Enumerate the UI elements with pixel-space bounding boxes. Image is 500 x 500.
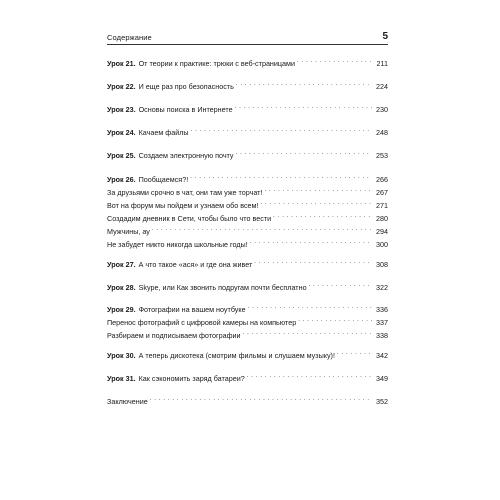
- page-header: [107, 28, 388, 45]
- toc-entry-title: Вот на форум мы пойдем и узнаем обо всем!: [107, 201, 259, 210]
- leader-dots: [236, 80, 372, 89]
- toc-lesson-label: Урок 23.: [107, 105, 136, 114]
- toc-page-number: 322: [376, 283, 388, 292]
- toc-page-number: 308: [376, 260, 388, 269]
- document-page: [107, 28, 388, 406]
- toc-lesson-label: Урок 24.: [107, 128, 136, 137]
- toc-subentry: [107, 225, 388, 236]
- toc-subentry: [107, 316, 388, 327]
- toc-entry: [107, 281, 388, 292]
- toc-page-number: 266: [376, 175, 388, 184]
- toc-entry: [107, 349, 388, 360]
- toc-entry: [107, 103, 388, 114]
- toc-page-number: 230: [376, 105, 388, 114]
- toc-page-number: 300: [376, 240, 388, 249]
- leader-dots: [236, 149, 372, 158]
- toc-subentry: [107, 212, 388, 223]
- toc-lesson-label: Урок 30.: [107, 351, 136, 360]
- toc-lesson-label: Урок 21.: [107, 59, 136, 68]
- toc-page-number: 224: [376, 82, 388, 91]
- leader-dots: [273, 212, 372, 221]
- toc-page-number: 337: [376, 318, 388, 327]
- toc-entry-title: Создаем электронную почту: [138, 151, 234, 160]
- toc-lesson-label: Урок 28.: [107, 283, 136, 292]
- toc-lesson-label: Урок 31.: [107, 374, 136, 383]
- page-number: 5: [382, 31, 388, 42]
- leader-dots: [235, 103, 372, 112]
- toc-entry: [107, 80, 388, 91]
- toc-entry-title: Создадим дневник в Сети, чтобы было что вести: [107, 214, 272, 223]
- toc-entry-title: Skype, или Как звонить подругам почти бесплатно: [138, 283, 307, 292]
- toc-lesson-label: Урок 29.: [107, 305, 136, 314]
- toc-entry: [107, 395, 388, 406]
- leader-dots: [337, 349, 372, 358]
- toc-page-number: 336: [376, 305, 388, 314]
- leader-dots: [190, 173, 372, 182]
- toc-lesson-label: Урок 25.: [107, 151, 136, 160]
- leader-dots: [264, 186, 372, 195]
- leader-dots: [248, 303, 372, 312]
- toc-entry: [107, 303, 388, 314]
- toc-page-number: 338: [376, 331, 388, 340]
- toc-page-number: 211: [376, 59, 388, 68]
- toc-entry-title: Заключение: [107, 397, 148, 406]
- running-head-title: Содержание: [107, 33, 152, 42]
- leader-dots: [298, 316, 372, 325]
- leader-dots: [297, 57, 372, 66]
- toc-page-number: 280: [376, 214, 388, 223]
- toc-entry-title: От теории к практике: трюки с веб-страницами: [138, 59, 295, 68]
- toc-entry: [107, 173, 388, 184]
- leader-dots: [247, 372, 372, 381]
- toc-lesson-label: Урок 27.: [107, 260, 136, 269]
- leader-dots: [191, 126, 372, 135]
- toc-entry-title: И еще раз про безопасность: [138, 82, 234, 91]
- leader-dots: [152, 225, 372, 234]
- leader-dots: [260, 199, 372, 208]
- toc-entry-title: Не забудет никто никогда школьные годы!: [107, 240, 248, 249]
- toc-lesson-label: Урок 22.: [107, 82, 136, 91]
- leader-dots: [243, 329, 372, 338]
- leader-dots: [150, 395, 372, 404]
- toc-entry-title: А что такое «ася» и где она живет: [138, 260, 253, 269]
- toc-subentry: [107, 186, 388, 197]
- toc-page-number: 271: [376, 201, 388, 210]
- leader-dots: [254, 258, 372, 267]
- toc-entry-title: Качаем файлы: [138, 128, 189, 137]
- toc-entry: [107, 57, 388, 68]
- leader-dots: [250, 238, 372, 247]
- toc-entry: [107, 372, 388, 383]
- toc-page-number: 267: [376, 188, 388, 197]
- leader-dots: [309, 281, 372, 290]
- toc-subentry: [107, 238, 388, 249]
- toc-page-number: 349: [376, 374, 388, 383]
- toc-lesson-label: Урок 26.: [107, 175, 136, 184]
- toc-entry: [107, 149, 388, 160]
- toc-entry-title: Как сэкономить заряд батареи?: [138, 374, 245, 383]
- toc-entry-title: Основы поиска в Интернете: [138, 105, 233, 114]
- toc-subentry: [107, 199, 388, 210]
- toc-entry-title: Фотографии на вашем ноутбуке: [138, 305, 246, 314]
- toc-entry: [107, 126, 388, 137]
- toc-entry-title: Пообщаемся?!: [138, 175, 189, 184]
- toc-page-number: 294: [376, 227, 388, 236]
- toc-entry-title: Разбираем и подписываем фотографии: [107, 331, 241, 340]
- toc-subentry: [107, 329, 388, 340]
- toc-entry-title: Мужчины, ау: [107, 227, 150, 236]
- toc-entry: [107, 258, 388, 269]
- toc-page-number: 352: [376, 397, 388, 406]
- toc-page-number: 342: [376, 351, 388, 360]
- toc-page-number: 248: [376, 128, 388, 137]
- toc-page-number: 253: [376, 151, 388, 160]
- toc-entry-title: За друзьями срочно в чат, они там уже торчат!: [107, 188, 263, 197]
- toc-entry-title: А теперь дискотека (смотрим фильмы и слушаем музыку)!: [138, 351, 335, 360]
- toc-entry-title: Перенос фотографий с цифровой камеры на компьютер: [107, 318, 297, 327]
